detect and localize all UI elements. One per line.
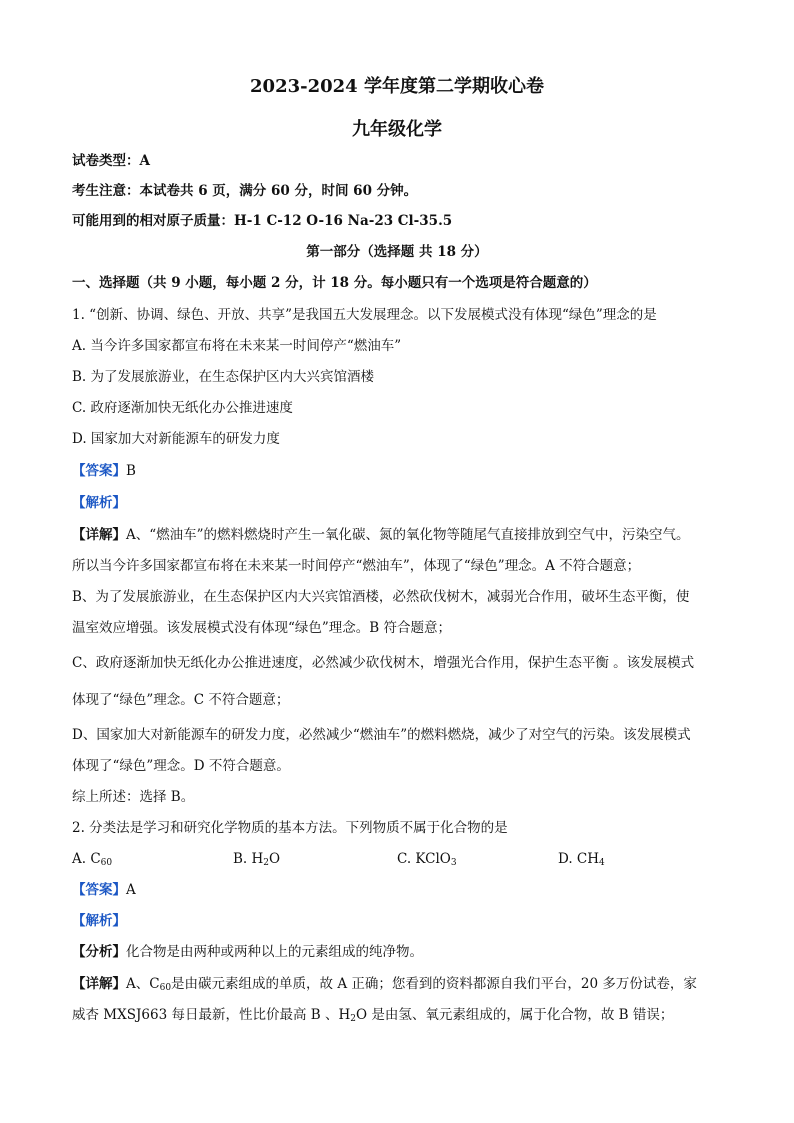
q1-explanation-line: 所以当今许多国家都宣布将在未来某一时间停产“燃油车”，体现了“绿色”理念。A 不符合题意；: [72, 558, 641, 574]
q1-option-c: C. 政府逐渐加快无纸化办公推进速度: [72, 400, 293, 416]
part-title: 第一部分（选择题 共 18 分）: [306, 244, 488, 260]
fenxi-tag: 【分析】: [72, 944, 126, 960]
q1-analysis-heading: [72, 494, 722, 512]
answer-value: B: [126, 463, 136, 479]
exam-notice: 考生注意：本试卷共 6 页，满分 60 分，时间 60 分钟。: [72, 183, 418, 199]
explanation-text: A、“燃油车”的燃料燃烧时产生一氧化碳、氮的氧化物等随尾气直接排放到空气中，污染空气。: [126, 527, 690, 543]
q1-stem: 1. “创新、协调、绿色、开放、共享”是我国五大发展理念。以下发展模式没有体现“绿色”理念的是: [72, 307, 657, 323]
q1-answer: [72, 462, 722, 480]
q2-answer: [72, 881, 722, 899]
answer-tag: 【答案】: [72, 463, 126, 479]
q2-detail-line: 威杏 MXSJ663 每日最新，性比价最高 B 、$H_2O$ 是由氢、氧元素组成的，属于化合物，故 B 错误；: [72, 1007, 674, 1024]
detail-tag: 【详解】: [72, 976, 126, 992]
atomic-mass-line: 可能用到的相对原子质量：H-1 C-12 O-16 Na-23 Cl-35.5: [72, 213, 453, 229]
analysis-tag: 【解析】: [72, 495, 126, 511]
q2-options-row: [72, 850, 722, 870]
q2-option-d: D. $CH_4$: [558, 851, 605, 868]
answer-value: A: [126, 882, 136, 898]
q1-explanation-line: 体现了“绿色”理念。C 不符合题意；: [72, 692, 290, 708]
q1-explanation-line: [72, 526, 722, 544]
q1-explanation-line: 温室效应增强。该发展模式没有体现“绿色”理念。B 符合题意；: [72, 620, 452, 636]
paper-type: 试卷类型：A: [72, 153, 150, 169]
exam-title: 2023-2024 学年度第二学期收心卷: [250, 76, 544, 97]
q1-option-a: A. 当今许多国家都宣布将在未来某一时间停产“燃油车”: [72, 338, 402, 354]
q1-option-d: D. 国家加大对新能源车的研发力度: [72, 431, 280, 447]
q1-option-b: B. 为了发展旅游业，在生态保护区内大兴宾馆酒楼: [72, 369, 375, 385]
q2-option-b: B. $H_2O$: [233, 851, 281, 868]
q2-detail-line: 【详解】A、$C_{60}$是由碳元素组成的单质，故 A 正确；您看到的资料都源自我们平台，20 多万份试卷，家: [72, 976, 697, 993]
q2-option-a: A. $C_{60}$: [72, 851, 113, 868]
analysis-tag: 【解析】: [72, 913, 126, 929]
section-instructions: 一、选择题（共 9 小题，每小题 2 分，计 18 分。每小题只有一个选项是符合题意的）: [72, 275, 597, 291]
q1-explanation-line: C、政府逐渐加快无纸化办公推进速度，必然减少砍伐树木，增强光合作用，保护生态平衡 。该发展模式: [72, 655, 695, 671]
answer-tag: 【答案】: [72, 882, 126, 898]
q2-option-c: C. KClO$_3$: [397, 851, 457, 868]
q2-stem: 2. 分类法是学习和研究化学物质的基本方法。下列物质不属于化合物的是: [72, 820, 508, 836]
q1-explanation-line: B、为了发展旅游业，在生态保护区内大兴宾馆酒楼，必然砍伐树木，减弱光合作用，破坏生态平衡，使: [72, 589, 690, 605]
q1-conclusion: 综上所述：选择 B。: [72, 789, 195, 805]
q1-explanation-line: D、国家加大对新能源车的研发力度，必然减少“燃油车”的燃料燃烧，减少了对空气的污染。该发展模式: [72, 727, 691, 743]
detail-tag: 【详解】: [72, 527, 126, 543]
q2-fenxi-line: [72, 943, 722, 961]
q2-analysis-heading: [72, 912, 722, 930]
fenxi-text: 化合物是由两种或两种以上的元素组成的纯净物。: [126, 944, 423, 960]
subject-title: 九年级化学: [352, 119, 442, 140]
q1-explanation-line: 体现了“绿色”理念。D 不符合题意。: [72, 758, 290, 774]
